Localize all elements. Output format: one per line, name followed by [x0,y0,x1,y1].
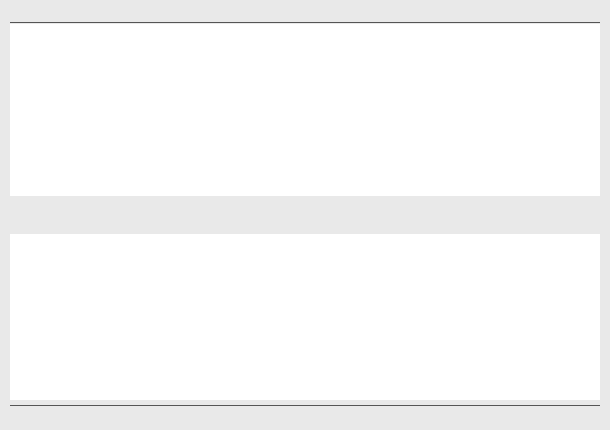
header-rule [10,22,600,23]
footer-rule [10,405,600,406]
top-week-panel [10,24,600,196]
bottom-week-panel [10,234,600,400]
